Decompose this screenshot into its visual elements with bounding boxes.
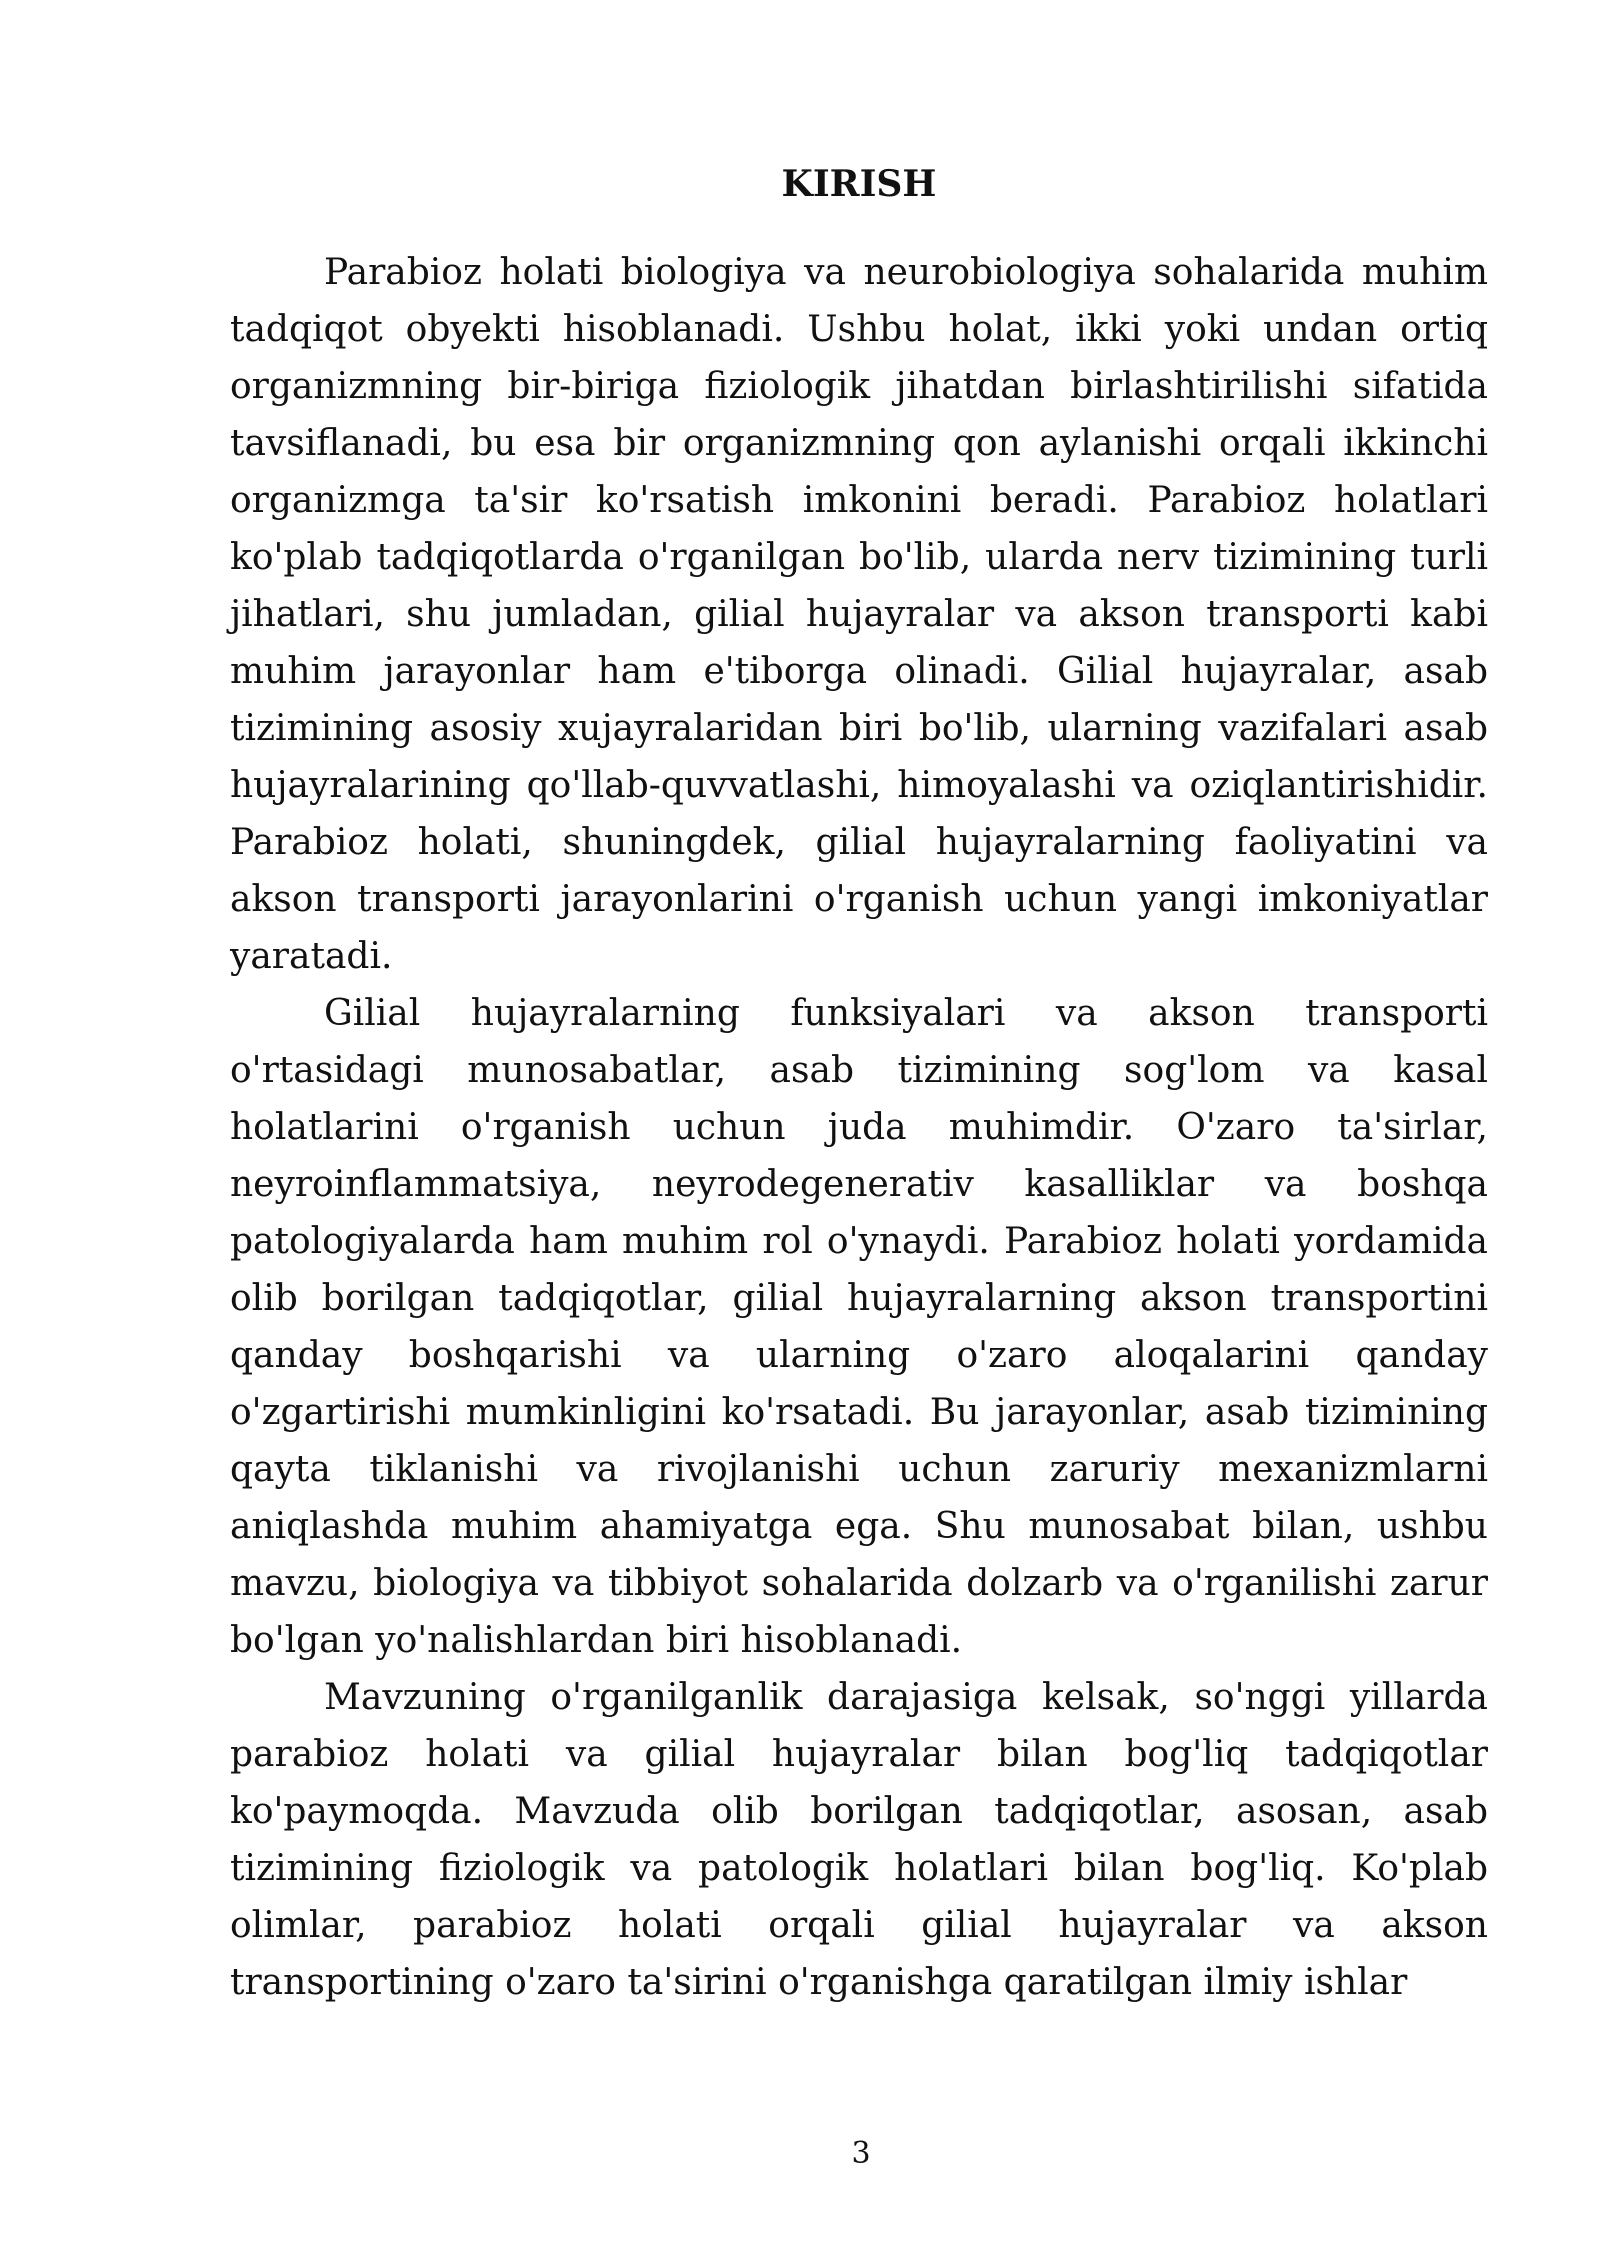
page-number: 3 [851,2136,871,2171]
page-title: KIRISH [781,163,937,205]
paragraph-1: Parabioz holati biologiya va neurobiologiya sohalarida muhim tadqiqot obyekti hisoblanadi. Ushbu holat, ikki yoki undan ortiq organizmning bir-biriga fiziologik jihatdan birlashtirilishi sifatida tavsiflanadi, bu esa bir organizmning qon aylanishi orqali ikkinchi organizmga ta'sir ko'rsatish imkonini beradi. Parabioz holatlari ko'plab tadqiqotlarda o'rganilgan bo'lib, ularda nerv tizimining turli jihatlari, shu jumladan, gilial hujayralar va akson transporti kabi muhim jarayonlar ham e'tiborga olinadi. Gilial hujayralar, asab tizimining asosiy xujayralaridan biri bo'lib, ularning vazifalari asab hujayralarining qo'llab-quvvatlashi, himoyalashi va oziqlantirishidir. Parabioz holati, shuningdek, gilial hujayralarning faoliyatini va akson transporti jarayonlarini o'rganish uchun yangi imkoniyatlar yaratadi. [230,252,1488,977]
paragraph-2: Gilial hujayralarning funksiyalari va akson transporti o'rtasidagi munosabatlar, asab tizimining sog'lom va kasal holatlarini o'rganish uchun juda muhimdir. O'zaro ta'sirlar, neyroinflammatsiya, neyrodegenerativ kasalliklar va boshqa patologiyalarda ham muhim rol o'ynaydi. Parabioz holati yordamida olib borilgan tadqiqotlar, gilial hujayralarning akson transportini qanday boshqarishi va ularning o'zaro aloqalarini qanday o'zgartirishi mumkinligini ko'rsatadi. Bu jarayonlar, asab tizimining qayta tiklanishi va rivojlanishi uchun zaruriy mexanizmlarni aniqlashda muhim ahamiyatga ega. Shu munosabat bilan, ushbu mavzu, biologiya va tibbiyot sohalarida dolzarb va o'rganilishi zarur bo'lgan yo'nalishlardan biri hisoblanadi. [230,993,1488,1661]
paragraph-3: Mavzuning o'rganilganlik darajasiga kelsak, so'nggi yillarda parabioz holati va gilial hujayralar bilan bog'liq tadqiqotlar ko'paymoqda. Mavzuda olib borilgan tadqiqotlar, asosan, asab tizimining fiziologik va patologik holatlari bilan bog'liq. Ko'plab olimlar, parabioz holati orqali gilial hujayralar va akson transportining o'zaro ta'sirini o'rganishga qaratilgan ilmiy ishlar [230,1677,1488,2003]
body-text [230,244,1488,2011]
